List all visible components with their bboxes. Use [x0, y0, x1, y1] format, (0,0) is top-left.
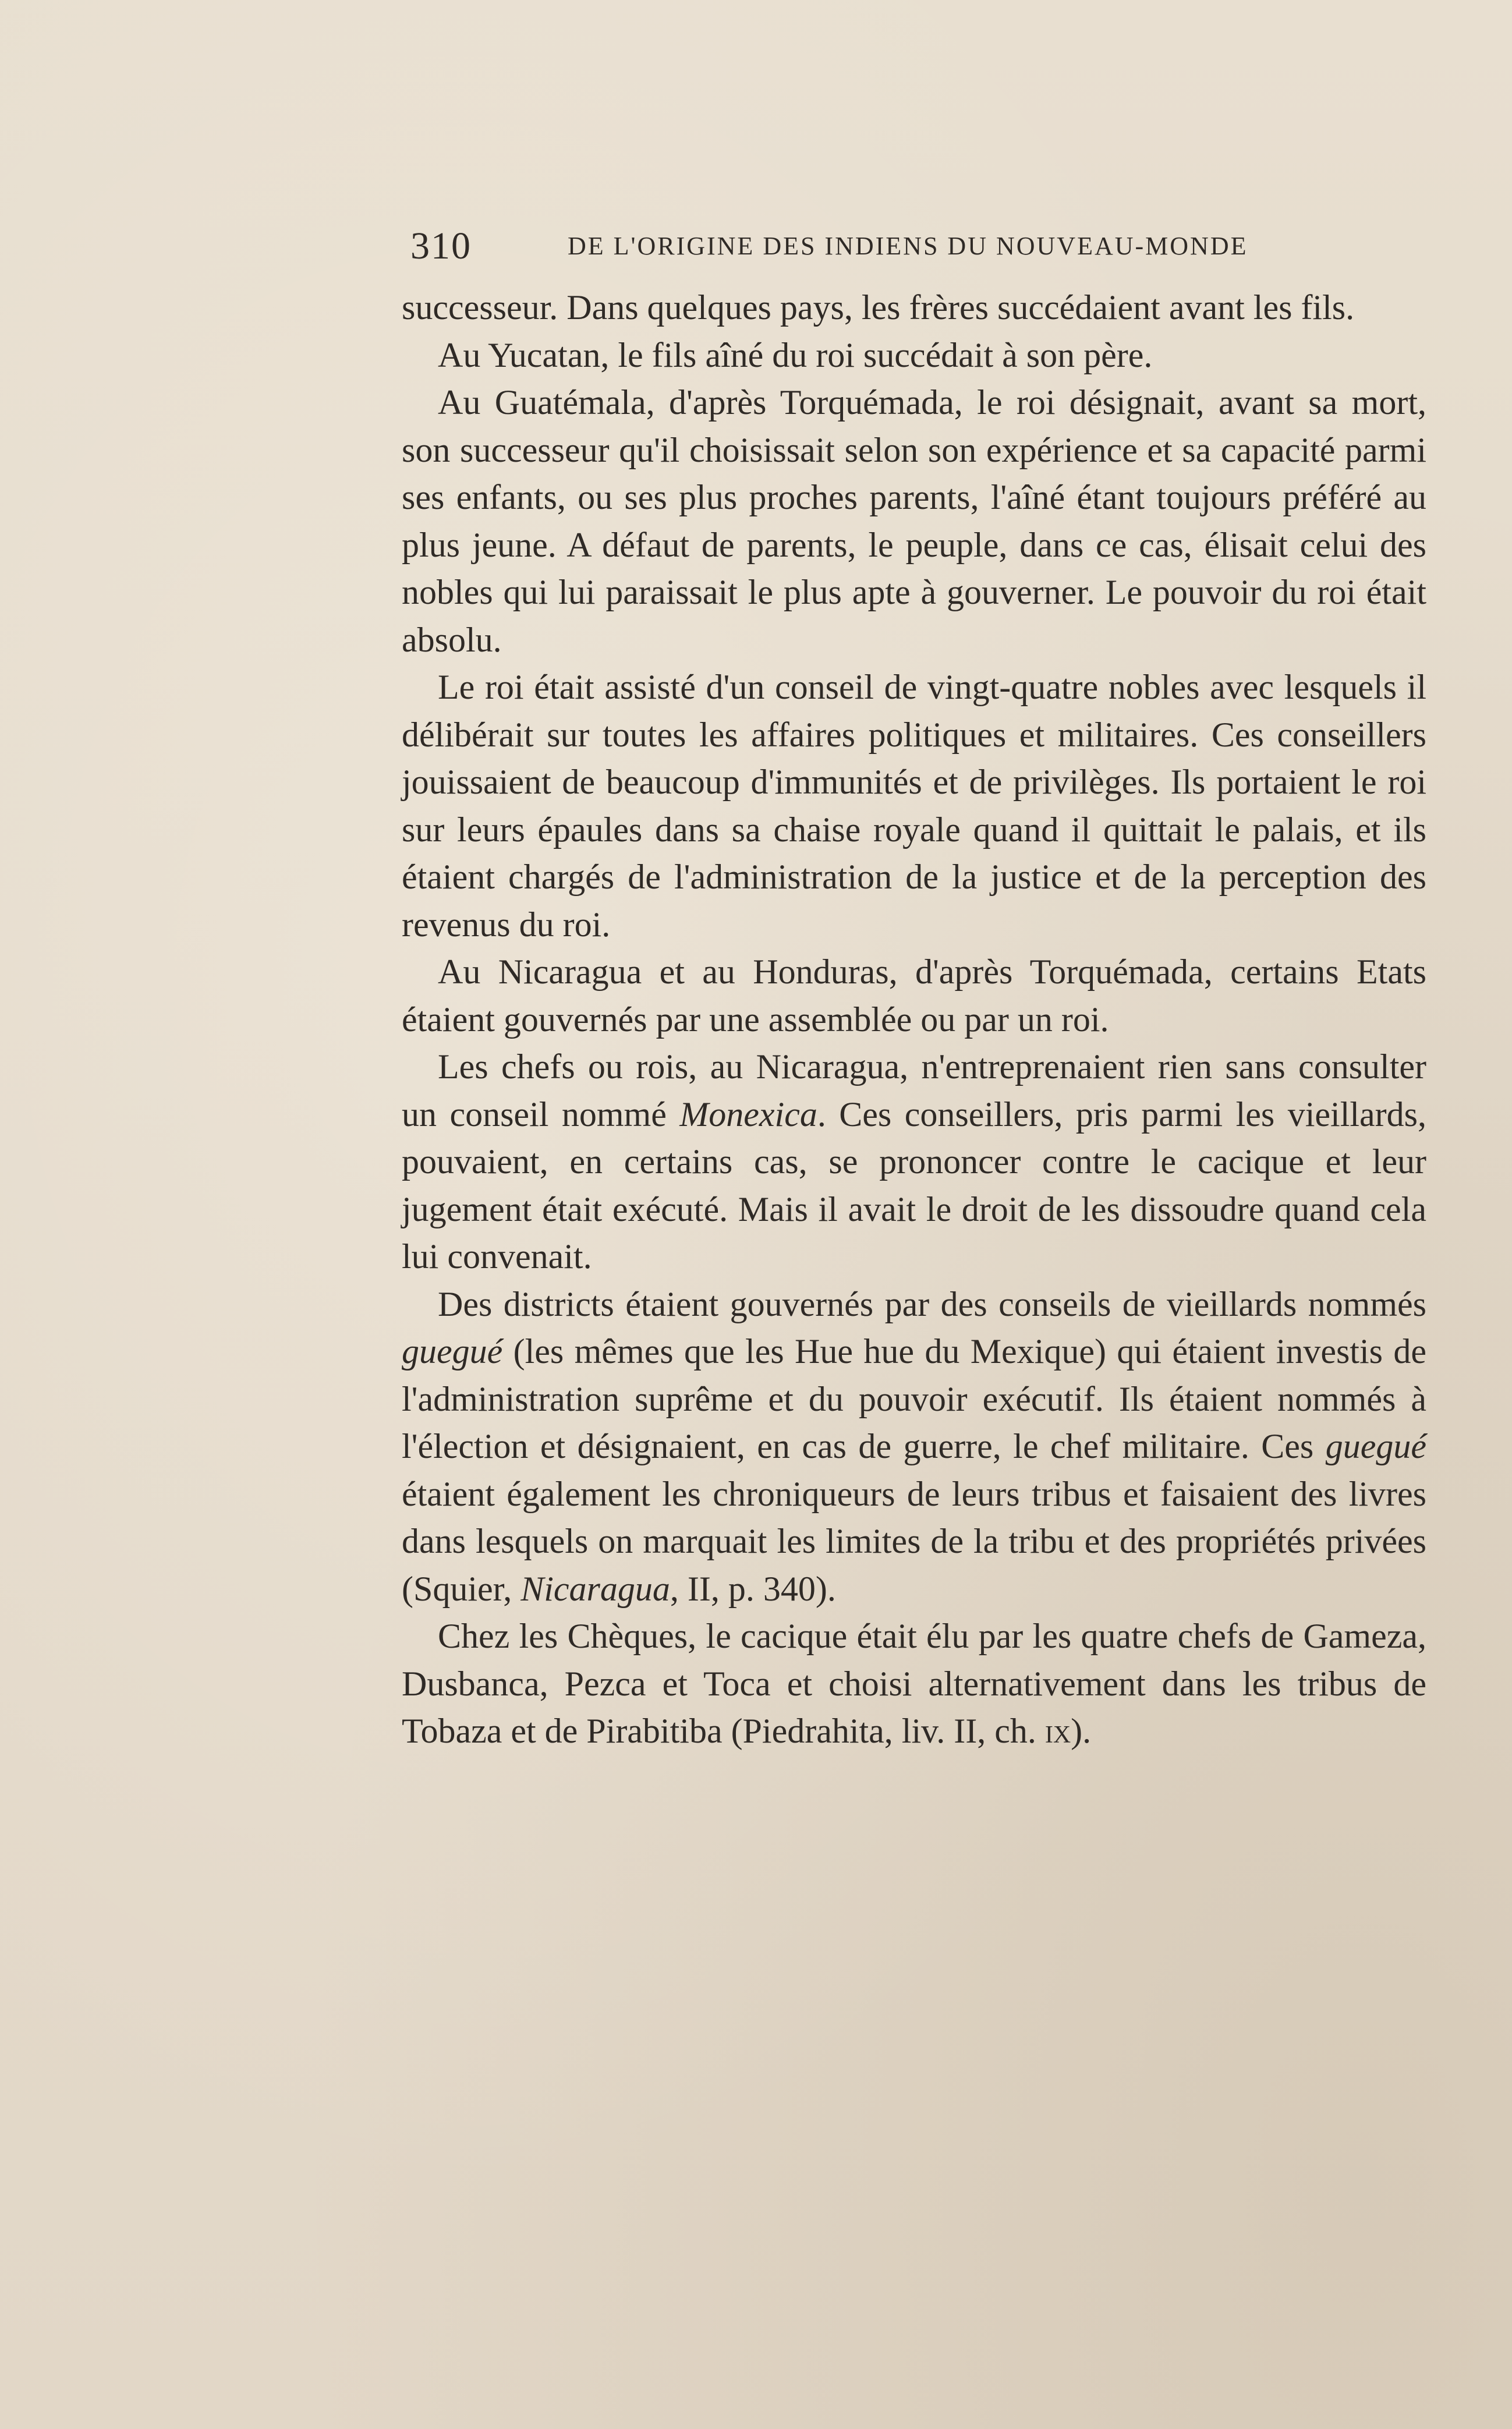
paragraph: successeur. Dans quelques pays, les frères succédaient avant les fils.	[402, 288, 1355, 327]
text-run: . Ces conseillers, pris parmi les vieillards, pouvaient, en certains cas, se prononcer contre le cacique et leur jugement était exécuté. Mais il avait le droit de les dissoudre quand cela lui convenait.	[402, 1095, 1426, 1276]
paragraph: Au Yucatan, le fils aîné du roi succédait à son père.	[438, 335, 1153, 374]
page-number: 310	[410, 225, 472, 267]
running-head: DE L'ORIGINE DES INDIENS DU NOUVEAU-MONDE	[568, 232, 1248, 260]
italic-term: Monexica	[679, 1095, 817, 1134]
paragraph: Au Nicaragua et au Honduras, d'après Torquémada, certains Etats étaient gouvernés par une assemblée ou par un roi.	[402, 953, 1426, 1039]
text-run: Les chefs ou rois, au Nicaragua, n'entreprenaient rien sans consulter un conseil nommé	[402, 1047, 1426, 1134]
paragraph: Au Guatémala, d'après Torquémada, le roi désignait, avant sa mort, son successeur qu'il choisissait selon son expérience et sa capacité parmi ses enfants, ou ses plus proches parents, l'aîné étant toujours préféré au plus jeune. A défaut de parents, le peuple, dans ce cas, élisait celui des nobles qui lui paraissait le plus apte à gouverner. Le pouvoir du roi était absolu.	[402, 383, 1426, 659]
paragraph	[402, 1281, 1426, 1613]
text-run: ).	[1071, 1712, 1092, 1750]
body-text	[402, 284, 1426, 1755]
page-header	[410, 224, 1435, 271]
text-run: Des districts étaient gouvernés par des conseils de vieillards nommés	[438, 1284, 1426, 1323]
italic-term: guegué	[1325, 1427, 1426, 1465]
text-run: Chez les Chèques, le cacique était élu par les quatre chefs de Gameza, Dusbanca, Pezca et Toca et choisi alternativement dans les tribus de Tobaza et de Pirabitiba (Piedrahita, liv. II, ch.	[402, 1617, 1426, 1750]
text-run: , II, p. 340).	[670, 1569, 836, 1608]
italic-term: Nicaragua	[520, 1569, 670, 1608]
paragraph	[402, 1043, 1426, 1281]
text-run: (les mêmes que les Hue hue du Mexique) qui étaient investis de l'administration suprême et du pouvoir exécutif. Ils étaient nommés à l'élection et désignaient, en cas de guerre, le chef militaire. Ces	[402, 1332, 1426, 1465]
italic-term: guegué	[402, 1332, 503, 1371]
paragraph: Le roi était assisté d'un conseil de vingt-quatre nobles avec lesquels il délibérait sur toutes les affaires politiques et militaires. Ces conseillers jouissaient de beaucoup d'immunités et de privilèges. Ils portaient le roi sur leurs épaules dans sa chaise royale quand il quittait le palais, et ils étaient chargés de l'administration de la justice et de la perception des revenus du roi.	[402, 668, 1426, 944]
paragraph	[402, 1613, 1426, 1755]
roman-numeral: ix	[1044, 1712, 1071, 1750]
text-run: étaient également les chroniqueurs de leurs tribus et faisaient des livres dans lesquels on marquait les limites de la tribu et des propriétés privées (Squier,	[402, 1474, 1426, 1608]
